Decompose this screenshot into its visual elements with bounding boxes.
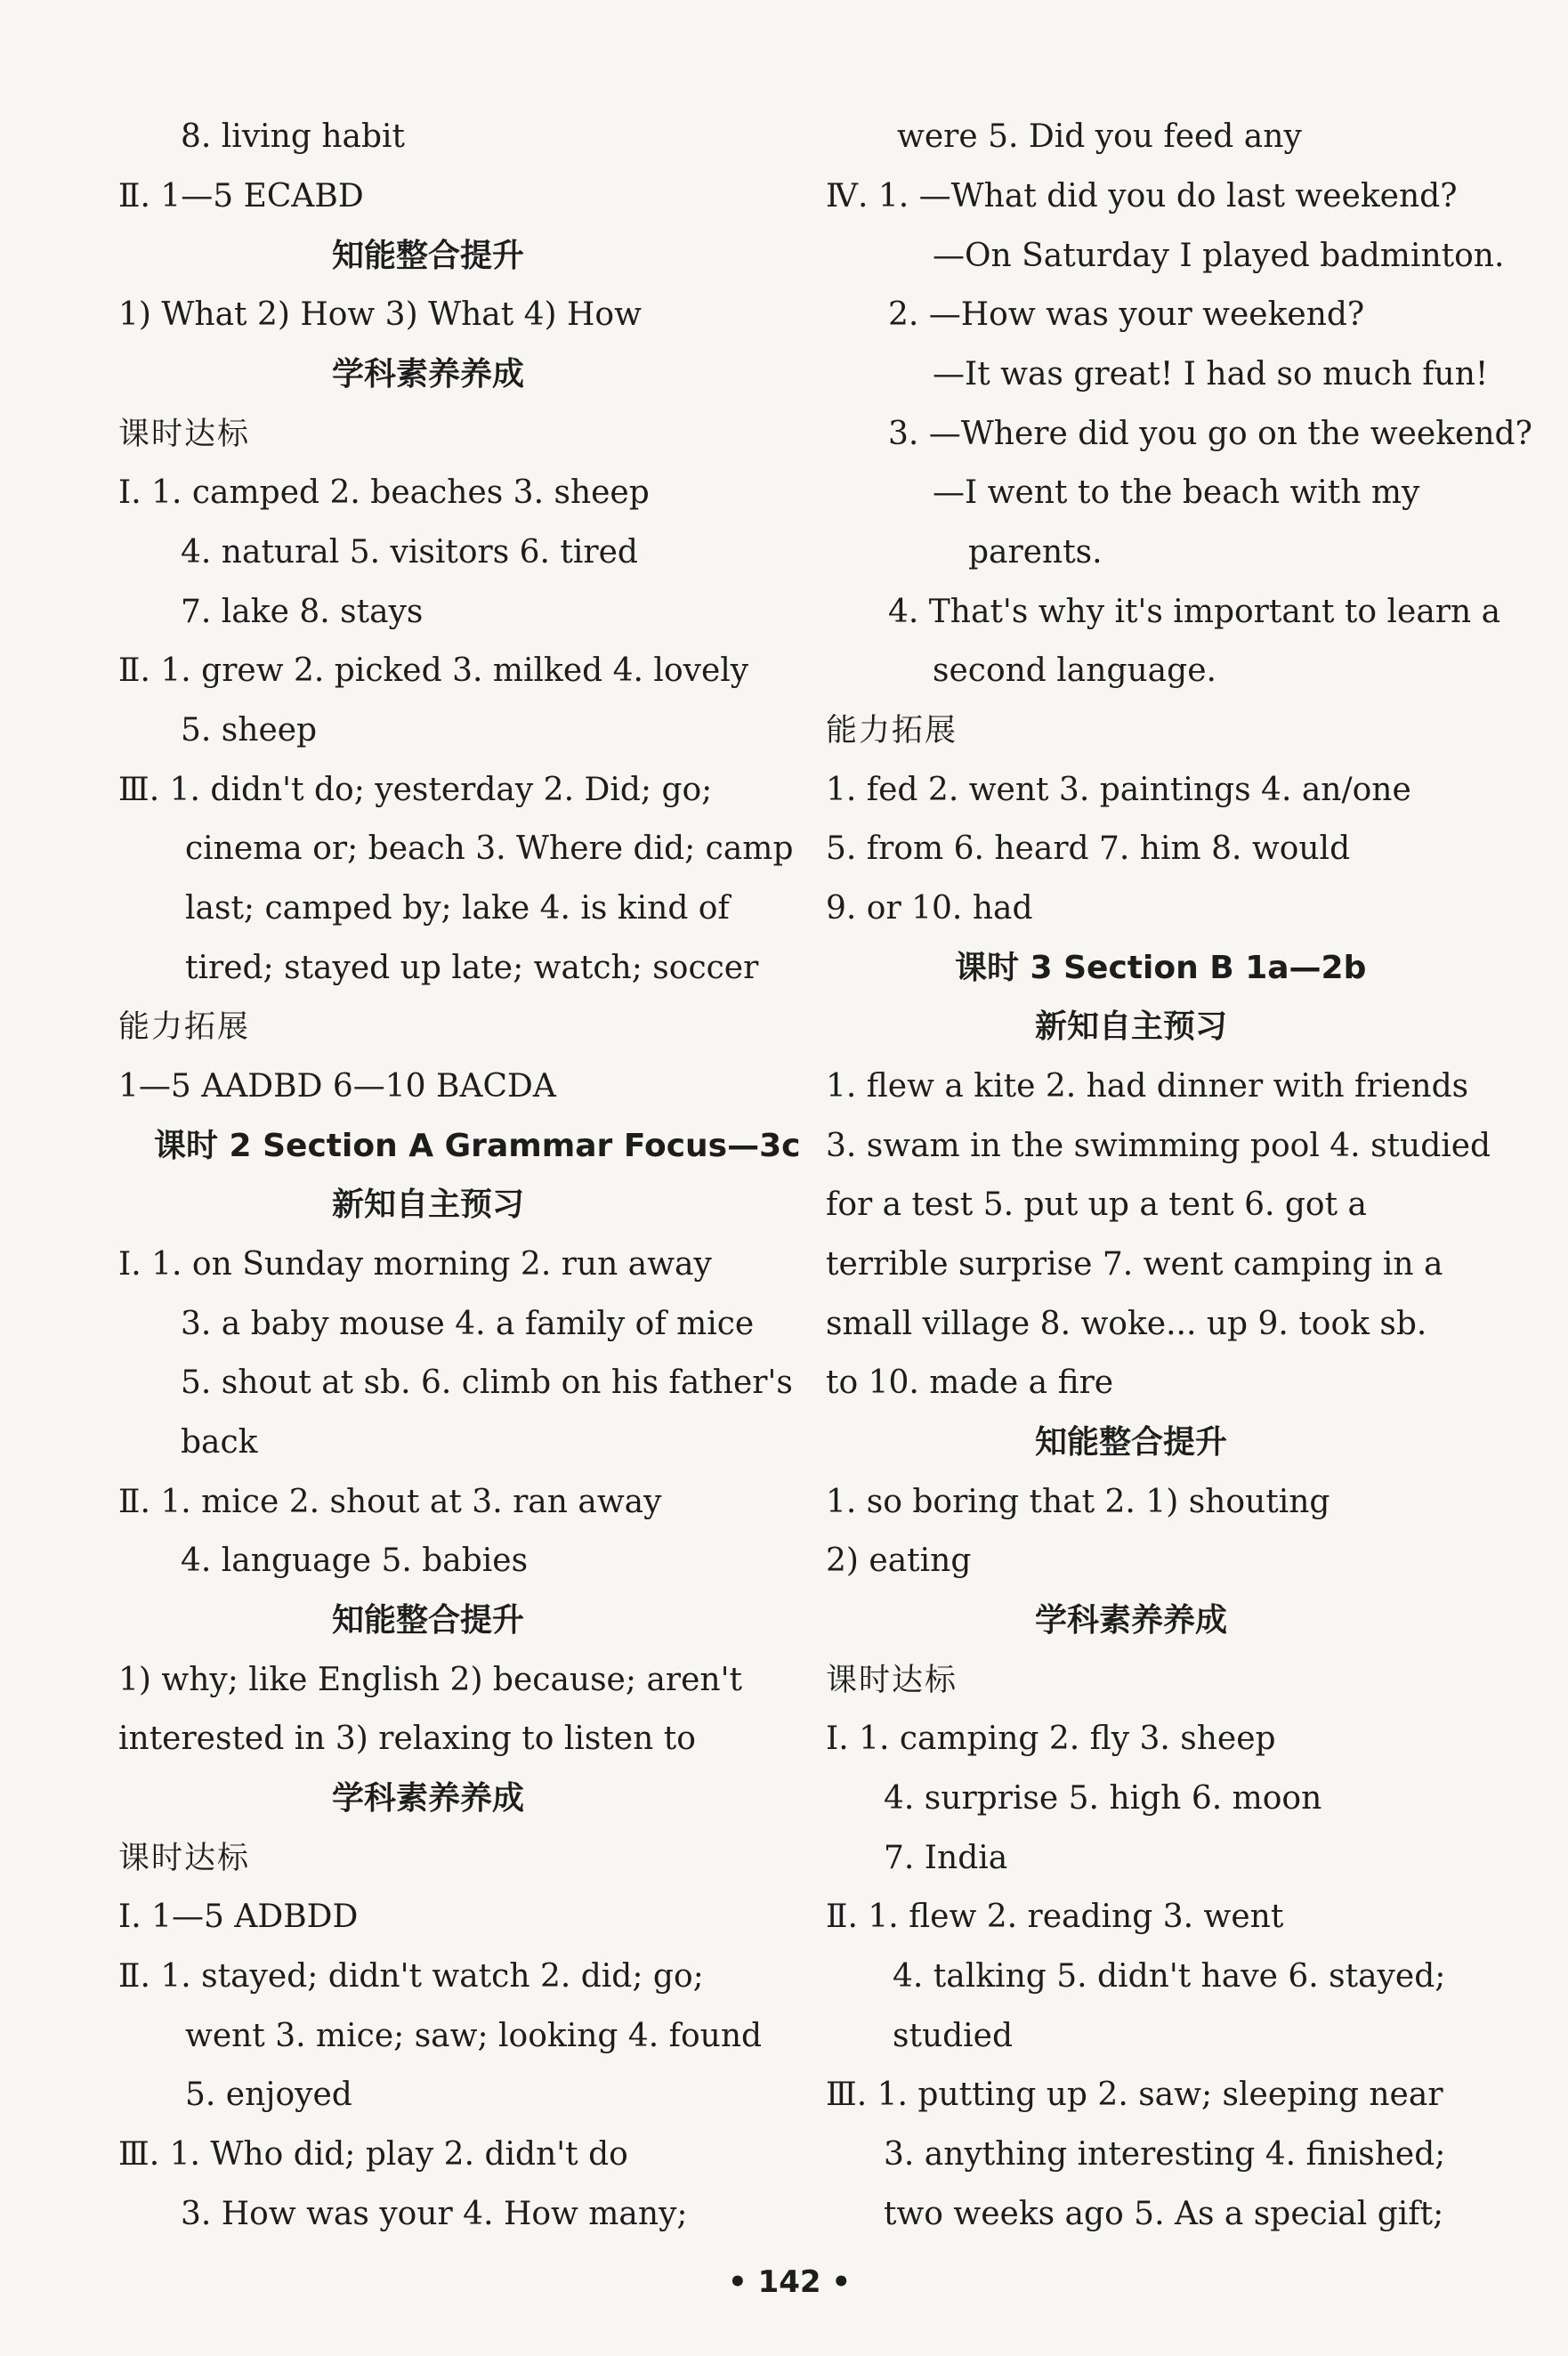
answer-line: 4. language 5. babies [181, 1542, 529, 1579]
section-heading: 学科素养养成 [332, 356, 525, 393]
answer-line: 4. natural 5. visitors 6. tired [181, 534, 638, 571]
answer-line: Ⅰ. 1. on Sunday morning 2. run away [118, 1246, 712, 1283]
section-heading: 知能整合提升 [332, 238, 525, 274]
answer-line: Ⅱ. 1. mice 2. shout at 3. ran away [118, 1484, 662, 1520]
answer-line: 3. a baby mouse 4. a family of mice [181, 1306, 755, 1342]
answer-line: went 3. mice; saw; looking 4. found [185, 2018, 763, 2054]
lesson-heading: 课时 2 Section A Grammar Focus—3c [154, 1128, 801, 1164]
answer-line: 5. enjoyed [185, 2077, 352, 2113]
answer-line: interested in 3) relaxing to listen to [118, 1720, 696, 1757]
answer-line: Ⅰ. 1—5 ADBDD [118, 1899, 359, 1935]
answer-line: 4. surprise 5. high 6. moon [884, 1780, 1322, 1817]
answer-line: Ⅱ. 1. stayed; didn't watch 2. did; go; [118, 1958, 704, 1995]
sub-heading: 课时达标 [826, 1663, 958, 1698]
answer-line: for a test 5. put up a tent 6. got a [826, 1186, 1367, 1223]
answer-line: 1. flew a kite 2. had dinner with friends [826, 1068, 1469, 1105]
answer-line: 3. anything interesting 4. finished; [884, 2136, 1446, 2173]
answer-line: 9. or 10. had [826, 890, 1033, 927]
answer-line: Ⅳ. 1. —What did you do last weekend? [826, 178, 1458, 215]
answer-line: —I went to the beach with my [933, 474, 1420, 511]
answer-line: —On Saturday I played badminton. [933, 238, 1505, 274]
sub-heading: 能力拓展 [118, 1009, 251, 1045]
answer-line: 5. from 6. heard 7. him 8. would [826, 830, 1351, 867]
answer-line: parents. [968, 534, 1103, 571]
answer-line: to 10. made a fire [826, 1364, 1114, 1401]
answer-line: terrible surprise 7. went camping in a [826, 1246, 1443, 1283]
section-heading: 知能整合提升 [332, 1602, 525, 1639]
sub-heading: 能力拓展 [826, 713, 958, 749]
answer-line: Ⅲ. 1. didn't do; yesterday 2. Did; go; [118, 772, 713, 808]
answer-line: 5. sheep [181, 712, 318, 749]
answer-line: 1. fed 2. went 3. paintings 4. an/one [826, 772, 1411, 808]
page-number: • 142 • [728, 2264, 852, 2300]
section-heading: 新知自主预习 [1035, 1008, 1228, 1045]
sub-heading: 课时达标 [118, 1841, 251, 1876]
answer-line: 7. India [884, 1840, 1008, 1876]
answer-line: second language. [933, 652, 1216, 689]
answer-line: Ⅲ. 1. putting up 2. saw; sleeping near [826, 2077, 1443, 2113]
answer-line: two weeks ago 5. As a special gift; [884, 2196, 1444, 2232]
answer-line: Ⅱ. 1. grew 2. picked 3. milked 4. lovely [118, 652, 749, 689]
answer-line: 1—5 AADBD 6—10 BACDA [118, 1068, 556, 1105]
answer-line: Ⅱ. 1. flew 2. reading 3. went [826, 1899, 1284, 1935]
answer-line: Ⅰ. 1. camping 2. fly 3. sheep [826, 1720, 1276, 1757]
lesson-heading: 课时 3 Section B 1a—2b [955, 950, 1367, 986]
section-heading: 知能整合提升 [1035, 1424, 1228, 1461]
answer-line: back [181, 1424, 258, 1461]
sub-heading: 课时达标 [118, 417, 251, 452]
answer-line: 1) What 2) How 3) What 4) How [118, 296, 642, 333]
answer-line: last; camped by; lake 4. is kind of [185, 890, 730, 927]
answer-line: Ⅰ. 1. camped 2. beaches 3. sheep [118, 474, 650, 511]
answer-line: 1) why; like English 2) because; aren't [118, 1662, 742, 1698]
answer-line: 4. talking 5. didn't have 6. stayed; [893, 1958, 1446, 1995]
answer-line: 5. shout at sb. 6. climb on his father's [181, 1364, 793, 1401]
answer-line: Ⅲ. 1. Who did; play 2. didn't do [118, 2136, 628, 2173]
answer-line: cinema or; beach 3. Where did; camp [185, 830, 794, 867]
answer-line: 3. How was your 4. How many; [181, 2196, 688, 2232]
answer-line: 3. —Where did you go on the weekend? [888, 416, 1532, 452]
answer-line: 1. so boring that 2. 1) shouting [826, 1484, 1330, 1520]
answer-line: 3. swam in the swimming pool 4. studied [826, 1128, 1491, 1164]
answer-line: 7. lake 8. stays [181, 594, 424, 630]
section-heading: 学科素养养成 [1035, 1602, 1228, 1639]
answer-line: 2) eating [826, 1542, 972, 1579]
answer-line: 2. —How was your weekend? [888, 296, 1365, 333]
answer-line: Ⅱ. 1—5 ECABD [118, 178, 364, 215]
answer-line: were 5. Did you feed any [897, 118, 1302, 155]
answer-line: tired; stayed up late; watch; soccer [185, 950, 759, 986]
answer-line: 8. living habit [181, 118, 406, 155]
answer-line: —It was great! I had so much fun! [933, 356, 1489, 393]
answer-line: studied [893, 2018, 1014, 2054]
section-heading: 新知自主预习 [332, 1186, 525, 1223]
answer-line: 4. That's why it's important to learn a [888, 594, 1501, 630]
answer-line: small village 8. woke... up 9. took sb. [826, 1306, 1427, 1342]
section-heading: 学科素养养成 [332, 1780, 525, 1817]
